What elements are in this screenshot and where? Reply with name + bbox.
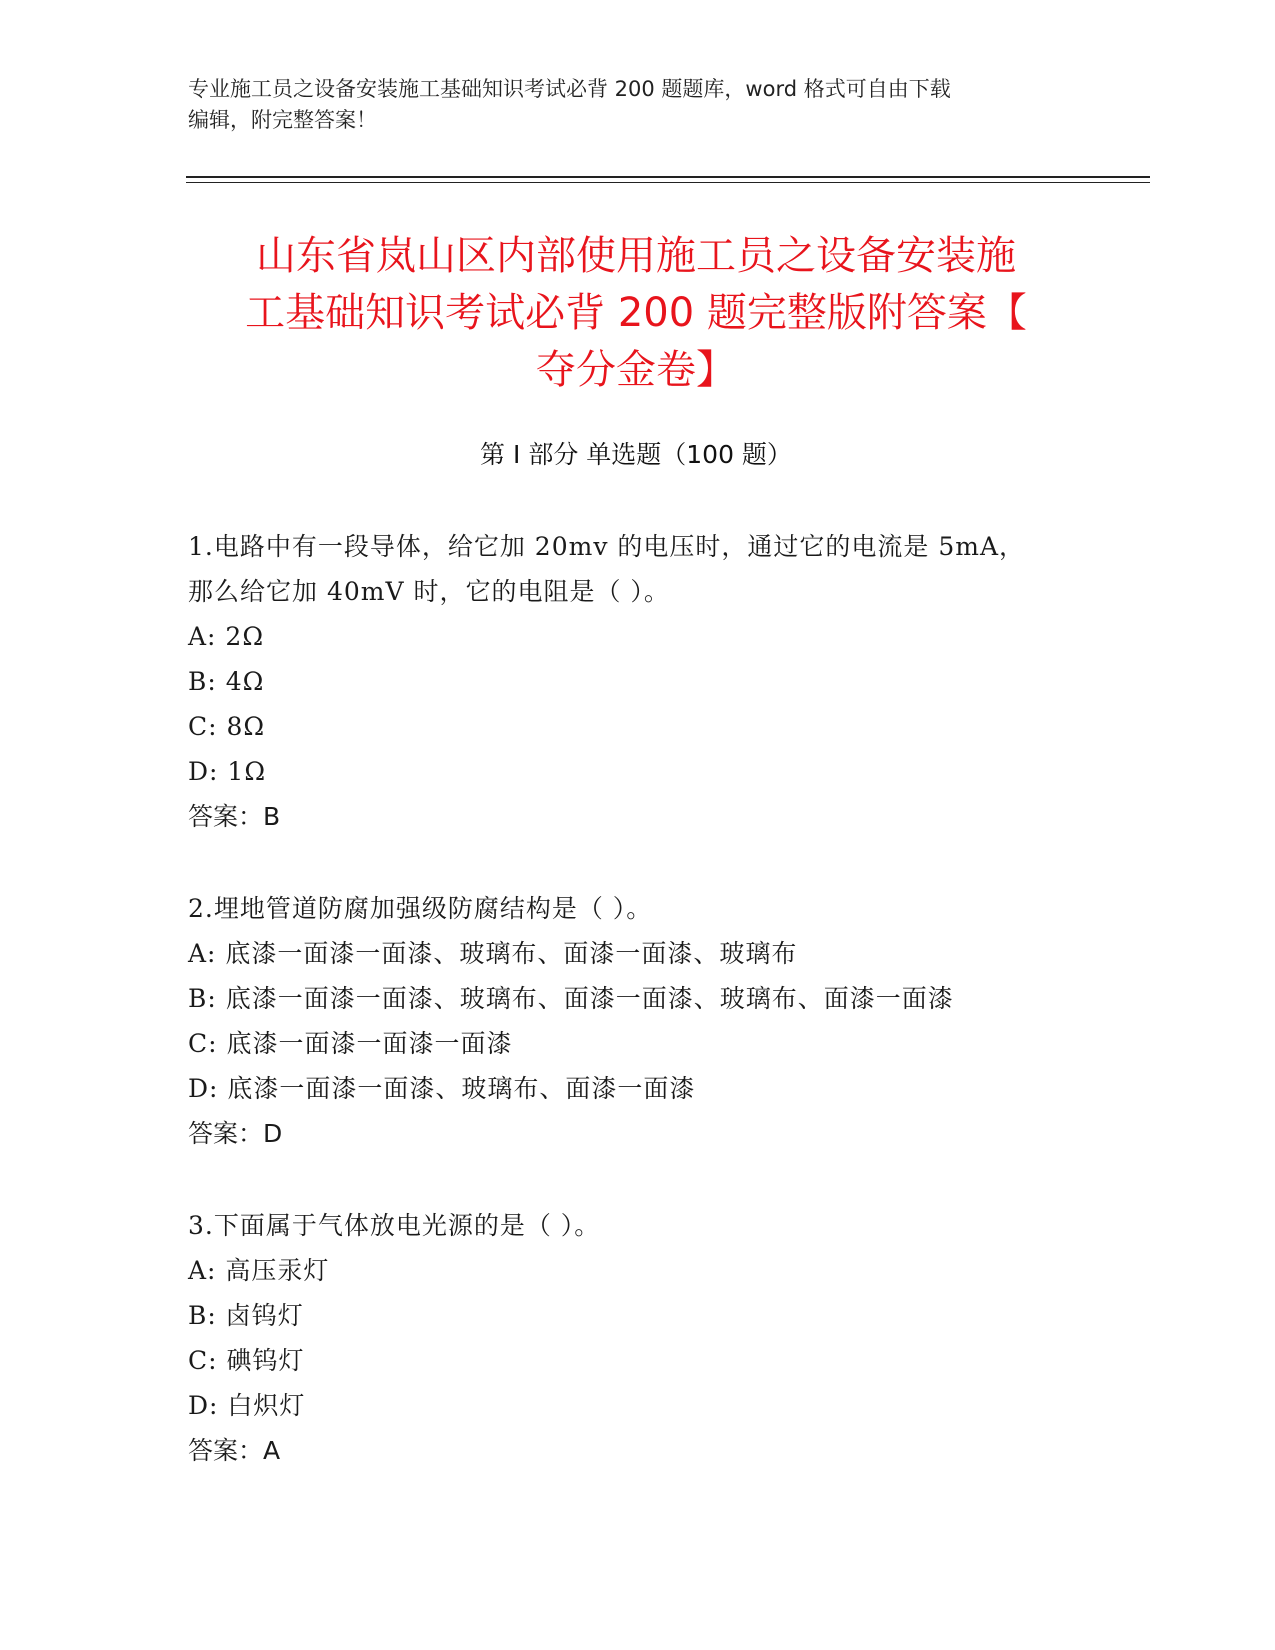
header-note-line: 编辑，附完整答案！ <box>188 108 377 132</box>
title-line: 夺分金卷】 <box>536 347 736 393</box>
option-b: B: 底漆一面漆一面漆、玻璃布、面漆一面漆、玻璃布、面漆一面漆 <box>188 984 954 1013</box>
document-title <box>186 228 1086 399</box>
question-item <box>188 886 1088 1156</box>
option-d: D: 白炽灯 <box>188 1391 306 1420</box>
option-a: A: 底漆一面漆一面漆、玻璃布、面漆一面漆、玻璃布 <box>188 939 798 968</box>
question-item <box>188 1203 1088 1473</box>
option-a: A: 高压汞灯 <box>188 1256 330 1285</box>
title-line: 工基础知识考试必背 200 题完整版附答案【 <box>245 290 1027 336</box>
question-list <box>188 524 1088 1520</box>
option-d: D: 底漆一面漆一面漆、玻璃布、面漆一面漆 <box>188 1074 696 1103</box>
header-note <box>188 74 1088 136</box>
header-note-line: 专业施工员之设备安装施工基础知识考试必背 200 题题库，word 格式可自由下载 <box>188 77 951 101</box>
section-title: 第 I 部分 单选题（100 题） <box>480 440 792 469</box>
header-divider-thin <box>186 182 1150 183</box>
question-stem: 那么给它加 40mV 时，它的电阻是（ ）。 <box>188 577 670 606</box>
option-c: C: 8Ω <box>188 712 266 741</box>
option-b: B: 卤钨灯 <box>188 1301 304 1330</box>
option-b: B: 4Ω <box>188 667 265 696</box>
question-stem: 2.埋地管道防腐加强级防腐结构是（ ）。 <box>188 894 653 923</box>
option-c: C: 底漆一面漆一面漆一面漆 <box>188 1029 513 1058</box>
header-divider <box>186 176 1150 178</box>
title-line: 山东省岚山区内部使用施工员之设备安装施 <box>256 233 1016 279</box>
option-d: D: 1Ω <box>188 757 267 786</box>
answer: 答案：B <box>188 802 281 831</box>
question-stem: 3.下面属于气体放电光源的是（ ）。 <box>188 1211 601 1240</box>
question-stem: 1.电路中有一段导体，给它加 20mv 的电压时，通过它的电流是 5mA， <box>188 532 1026 561</box>
option-c: C: 碘钨灯 <box>188 1346 305 1375</box>
question-item <box>188 524 1088 839</box>
answer: 答案：A <box>188 1436 281 1465</box>
option-a: A: 2Ω <box>188 622 265 651</box>
answer: 答案：D <box>188 1119 283 1148</box>
